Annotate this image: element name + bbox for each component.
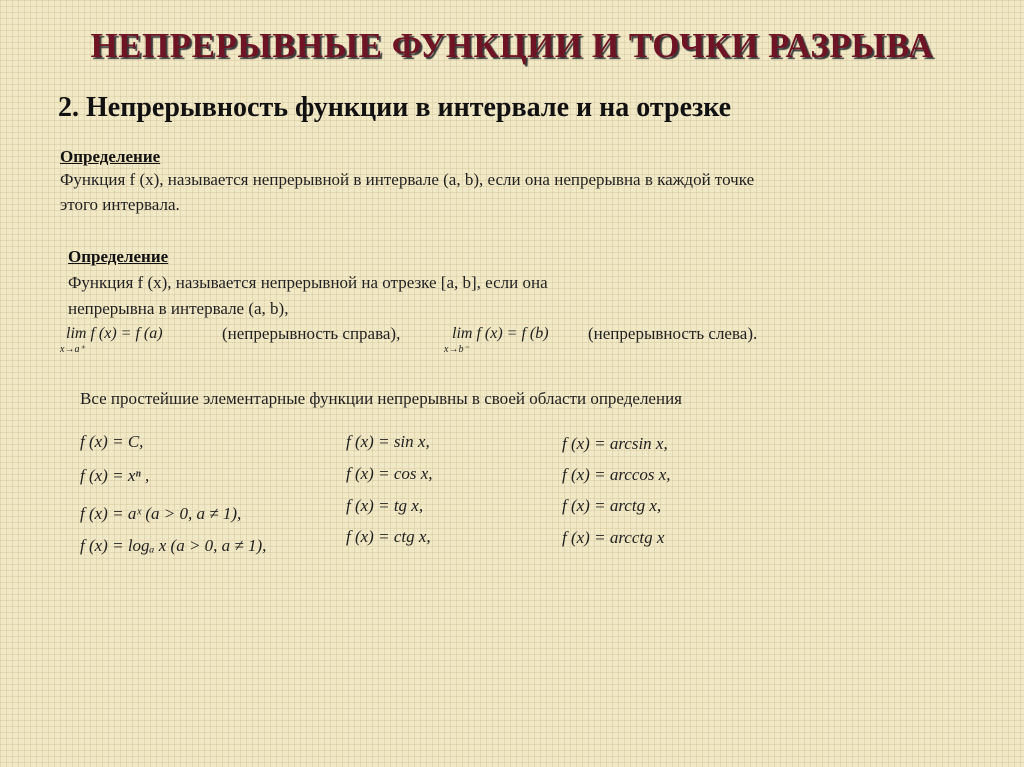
definition-1-heading: Определение xyxy=(60,147,161,166)
formula-sin: f (x) = sin x, xyxy=(346,432,430,451)
definition-2-line-2: непрерывна в интервале (a, b), xyxy=(68,299,289,318)
formula-arcctg: f (x) = arcctg x xyxy=(562,528,665,547)
formula-ctg: f (x) = ctg x, xyxy=(346,527,431,546)
definition-1-line-1: Функция f (x), называется непрерывной в интервале (a, b), если она непрерывна в каждой точке xyxy=(60,170,755,189)
formula-cos: f (x) = cos x, xyxy=(346,464,433,483)
definition-2-line-1: Функция f (x), называется непрерывной на отрезке [a, b], если она xyxy=(68,273,548,292)
definition-2-heading: Определение xyxy=(68,247,169,266)
right-continuity-note: (непрерывность справа), xyxy=(222,324,401,343)
formula-arccos: f (x) = arccos x, xyxy=(562,465,671,484)
left-continuity-note: (непрерывность слева). xyxy=(588,324,758,343)
section-heading: 2. Непрерывность функции в интервале и на отрезке xyxy=(58,92,732,123)
formula-arcsin: f (x) = arcsin x, xyxy=(562,434,668,453)
formula-constant: f (x) = C, xyxy=(80,432,144,451)
left-limit-expression: lim f (x) = f (b) xyxy=(452,325,549,342)
left-limit-subscript: x→b⁻ xyxy=(444,344,469,355)
elementary-functions-statement: Все простейшие элементарные функции непрерывны в своей области определения xyxy=(80,389,682,408)
formula-arctg: f (x) = arctg x, xyxy=(562,496,662,515)
formula-logarithm: f (x) = logₐ x (a > 0, a ≠ 1), xyxy=(80,536,267,555)
formula-power: f (x) = xⁿ , xyxy=(80,466,150,485)
slide-title: НЕПРЕРЫВНЫЕ ФУНКЦИИ И ТОЧКИ РАЗРЫВА xyxy=(90,26,934,65)
formula-tg: f (x) = tg x, xyxy=(346,496,424,515)
right-limit-subscript: x→a⁺ xyxy=(60,344,85,355)
left-limit-formula xyxy=(444,325,549,355)
formula-exponential: f (x) = aˣ (a > 0, a ≠ 1), xyxy=(80,504,242,523)
definition-1-line-2: этого интервала. xyxy=(60,195,180,214)
right-limit-expression: lim f (x) = f (a) xyxy=(66,325,163,342)
right-limit-formula xyxy=(60,325,163,355)
